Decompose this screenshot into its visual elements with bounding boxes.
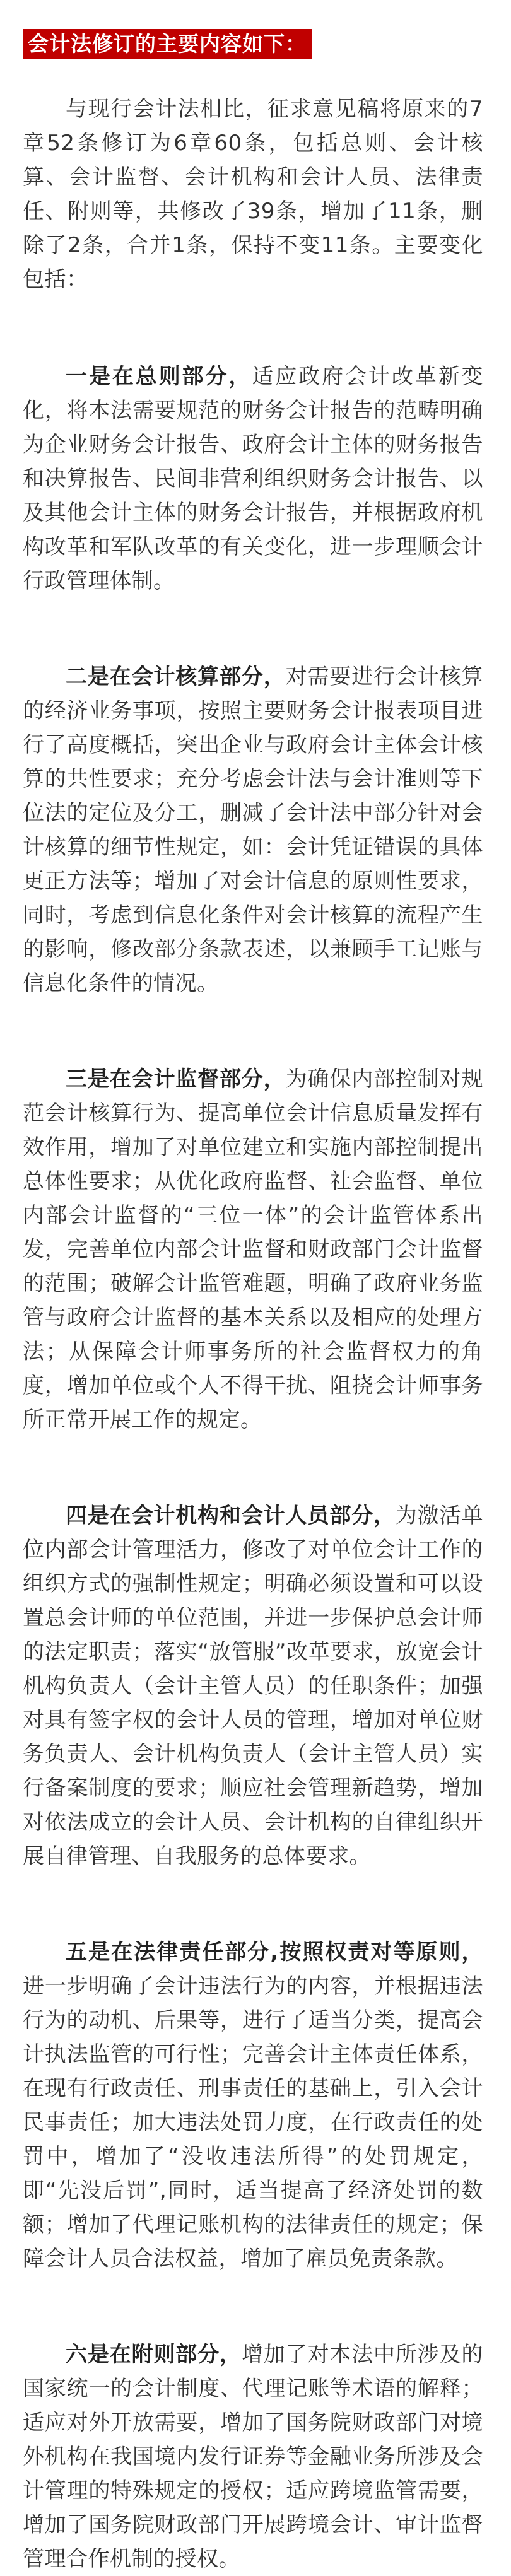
section-body: 增加了对本法中所涉及的国家统一的会计制度、代理记账等术语的解释；适应对外开放需要，增加了国务院财政部门对境外机构在我国境内发行证券等金融业务所涉及会计管理的特殊规定的授权；适应跨境监管需要，增加了国务院财政部门开展跨境会计、审计监督管理合作机制的授权。: [23, 2342, 484, 2572]
section-body: 对需要进行会计核算的经济业务事项，按照主要财务会计报表项目进行了高度概括，突出企业与政府会计主体会计核算的共性要求；充分考虑会计法与会计准则等下位法的定位及分工，删减了会计法中部分针对会计核算的细节性规定，如：会计凭证错误的具体更正方法等；增加了对会计信息的原则性要求，同时，考虑到信息化条件对会计核算的流程产生的影响，修改部分条款表述，以兼顾手工记账与信息化条件的情况。: [23, 664, 484, 996]
section-body: 适应政府会计改革新变化，将本法需要规范的财务会计报告的范畴明确为企业财务会计报告、政府会计主体的财务报告和决算报告、民间非营利组织财务会计报告、以及其他会计主体的财务会计报告，并根据政府机构改革和军队改革的有关变化，进一步理顺会计行政管理体制。: [23, 364, 484, 594]
section-paragraph-4: [23, 1499, 483, 1873]
section-paragraph-2: [23, 660, 483, 1000]
section-body: 为确保内部控制对规范会计核算行为、提高单位会计信息质量发挥有效作用，增加了对单位建立和实施内部控制提出总体性要求；从优化政府监督、社会监督、单位内部会计监督的“三位一体”的会计监管体系出发，完善单位内部会计监督和财政部门会计监督的范围；破解会计监管难题，明确了政府业务监管与政府会计监督的基本关系以及相应的处理方法；从保障会计师事务所的社会监督权力的角度，增加单位或个人不得干扰、阻挠会计师事务所正常开展工作的规定。: [23, 1067, 484, 1432]
section-lead: 六是在附则部分，: [66, 2342, 242, 2367]
section-paragraph-3: [23, 1062, 483, 1437]
section-paragraph-1: [23, 360, 483, 598]
section-lead: 二是在会计核算部分，: [66, 664, 286, 689]
section-lead: 四是在会计机构和会计人员部分，: [66, 1503, 396, 1528]
section-body: 为激活单位内部会计管理活力，修改了对单位会计工作的组织方式的强制性规定；明确必须设置和可以设置总会计师的单位范围，并进一步保护总会计师的法定职责；落实“放管服”改革要求，放宽会计机构负责人（会计主管人员）的任职条件；加强对具有签字权的会计人员的管理，增加对单位财务负责人、会计机构负责人（会计主管人员）实行备案制度的要求；顺应社会管理新趋势，增加对依法成立的会计人员、会计机构的自律组织开展自律管理、自我服务的总体要求。: [23, 1503, 484, 1869]
section-paragraph-5: [23, 1935, 483, 2276]
section-lead: 三是在会计监督部分，: [66, 1067, 286, 1092]
section-body: 进一步明确了会计违法行为的内容，并根据违法行为的动机、后果等，进行了适当分类，提高会计执法监管的可行性；完善会计主体责任体系，在现有行政责任、刑事责任的基础上，引入会计民事责任；加大违法处罚力度，在行政责任的处罚中，增加了“没收违法所得”的处罚规定，即“先没后罚”,同时，适当提高了经济处罚的数额；增加了代理记账机构的法律责任的规定；保障会计人员合法权益，增加了雇员免责条款。: [23, 1974, 483, 2271]
intro-paragraph: 与现行会计法相比，征求意见稿将原来的7章52条修订为6章60条，包括总则、会计核算、会计监督、会计机构和会计人员、法律责任、附则等，共修改了39条，增加了11条，删除了2条，合并1条，保持不变11条。主要变化包括：: [23, 97, 483, 292]
section-paragraph-6: [23, 2338, 483, 2576]
heading-block: [23, 28, 483, 64]
page-title: 会计法修订的主要内容如下：: [23, 29, 312, 59]
section-lead: 一是在总则部分，: [66, 364, 252, 389]
section-lead: 五是在法律责任部分,按照权责对等原则，: [66, 1940, 483, 1965]
